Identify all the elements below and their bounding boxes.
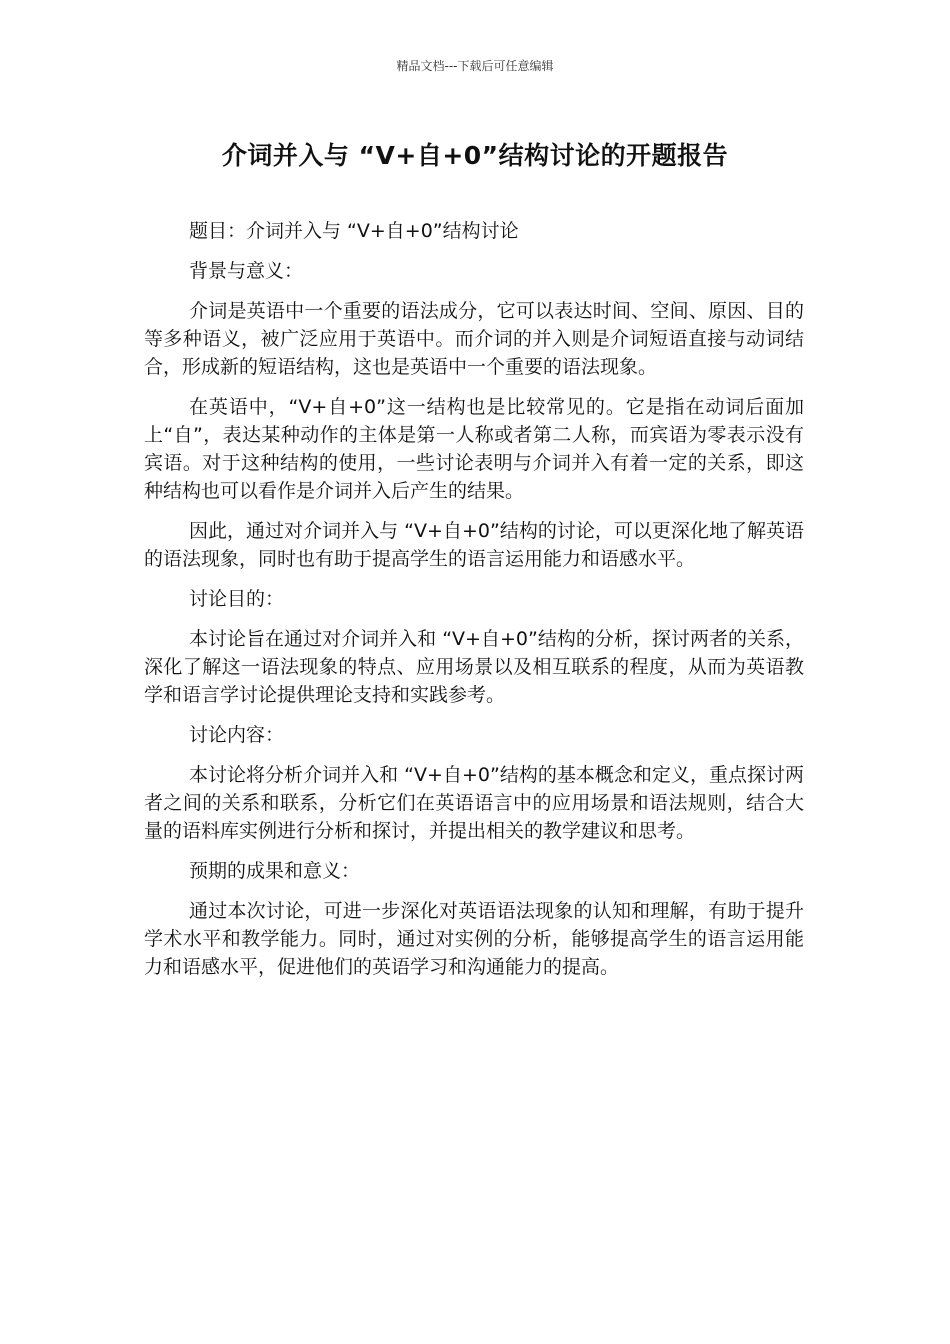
paragraph-background-2: 在英语中，“V+自+0”这一结构也是比较常见的。它是指在动词后面加上“自”，表达某种动作的主体是第一人称或者第二人称，而宾语为零表示没有宾语。对于这种结构的使用，一些讨论表明与介词并入有着一定的关系，即这种结构也可以看作是介词并入后产生的结果。 <box>144 396 804 502</box>
paragraph-content: 本讨论将分析介词并入和 “V+自+0”结构的基本概念和定义，重点探讨两者之间的关系和联系，分析它们在英语语言中的应用场景和语法规则，结合大量的语料库实例进行分析和探讨，并提出相关的教学建议和思考。 <box>144 764 804 842</box>
paragraph-background-3: 因此，通过对介词并入与 “V+自+0”结构的讨论，可以更深化地了解英语的语法现象，同时也有助于提高学生的语言运用能力和语感水平。 <box>144 520 804 570</box>
header-note: 精品文档---下载后可任意编辑 <box>396 59 554 73</box>
heading-expected-results: 预期的成果和意义： <box>189 860 361 882</box>
paragraph-purpose: 本讨论旨在通过对介词并入和 “V+自+0”结构的分析，探讨两者的关系，深化了解这一语法现象的特点、应用场景以及相互联系的程度，从而为英语教学和语言学讨论提供理论支持和实践参考。 <box>144 628 804 706</box>
heading-content: 讨论内容： <box>189 724 285 746</box>
heading-purpose: 讨论目的： <box>189 588 285 610</box>
document-body <box>144 217 804 993</box>
document-title: 介词并入与 “V+自+0”结构讨论的开题报告 <box>221 141 729 170</box>
paragraph-topic: 题目：介词并入与 “V+自+0”结构讨论 <box>189 220 519 242</box>
paragraph-expected-results: 通过本次讨论，可进一步深化对英语语法现象的认知和理解，有助于提升学术水平和教学能力。同时，通过对实例的分析，能够提高学生的语言运用能力和语感水平，促进他们的英语学习和沟通能力的提高。 <box>144 900 804 978</box>
paragraph-background-1: 介词是英语中一个重要的语法成分，它可以表达时间、空间、原因、目的等多种语义，被广泛应用于英语中。而介词的并入则是介词短语直接与动词结合，形成新的短语结构，这也是英语中一个重要的语法现象。 <box>144 300 804 378</box>
heading-background: 背景与意义： <box>189 260 304 282</box>
